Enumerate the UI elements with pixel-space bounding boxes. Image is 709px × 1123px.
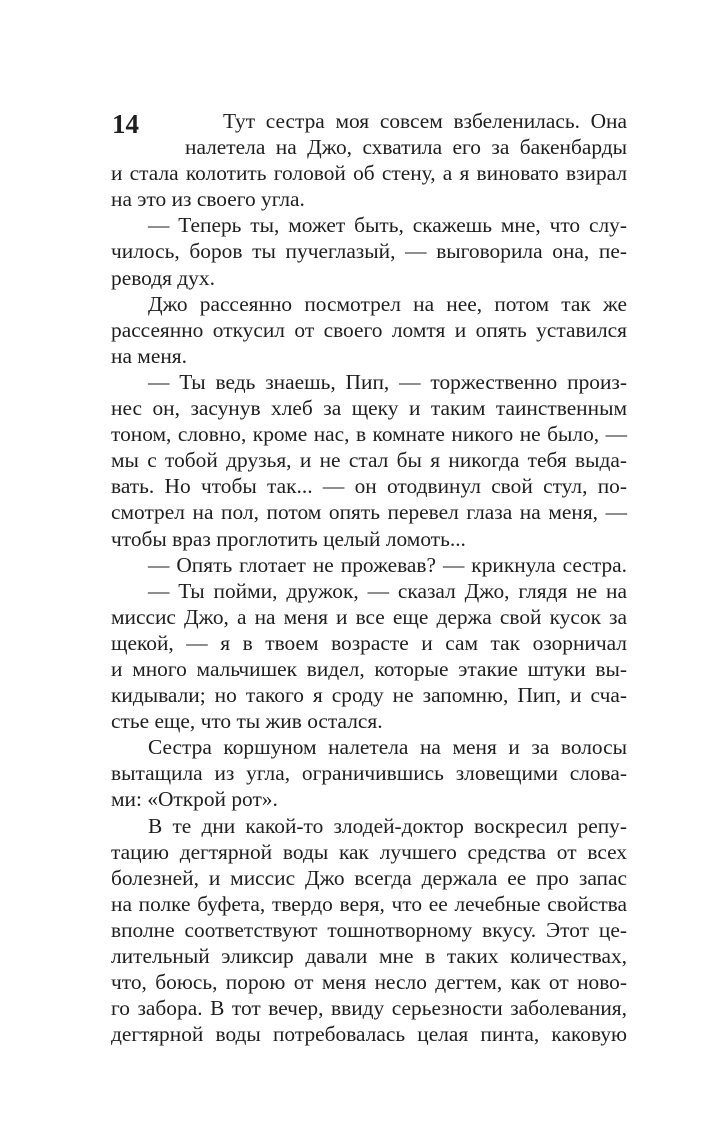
text-line: что, боюсь, порою от меня несло дегтем, как от ново- [111,970,627,995]
text-line: Тут сестра моя совсем взбеленилась. Она [223,109,627,133]
text-line: В те дни какой-то злодей-доктор воскресил репу- [148,813,627,838]
text-line: болезней, и миссис Джо всегда держала ее про запас [111,865,627,890]
text-line: — Теперь ты, может быть, скажешь мне, что слу- [148,213,627,238]
text-line: Сестра коршуном налетела на меня и за волосы [148,735,627,760]
page-number: 14 [112,109,139,139]
text-line: Джо рассеянно посмотрел на нее, потом так же [148,291,627,316]
text-line: тацию дегтярной воды как лучшего средства от всех [111,839,627,864]
text-line: на полке буфета, твердо веря, что ее лечебные свойства [111,891,627,916]
text-line: — Ты пойми, дружок, — сказал Джо, глядя не на [148,578,627,603]
text-line: кидывали; но такого я сроду не запомню, Пип, и сча- [111,683,627,708]
text-line: го забора. В тот вечер, ввиду серьезности заболевания, [111,996,627,1021]
text-line: вытащила из угла, ограничившись зловещими слова- [111,761,627,786]
text-line: на это из своего угла. [111,187,305,212]
text-line: стье еще, что ты жив остался. [111,709,383,734]
text-line: нес он, засунув хлеб за щеку и таким таинственным [111,396,627,421]
text-line: миссис Джо, а на меня и все еще держа свой кусок за [111,604,627,629]
text-line: мы с тобой друзья, и не стал бы я никогда тебя выда- [111,448,627,473]
text-line: и стала колотить головой об стену, а я виновато взирал [111,161,627,186]
text-line: — Опять глотает не прожевав? — крикнула сестра. [148,552,627,577]
text-line: чилось, боров ты пучеглазый, — выговорила она, пе- [111,239,627,264]
text-line: налетела на Джо, схватила его за бакенбарды [185,135,627,160]
text-line: щекой, — я в твоем возрасте и сам так озорничал [111,630,627,655]
text-line: лительный эликсир давали мне в таких количествах, [111,944,627,968]
text-line: вать. Но чтобы так... — он отодвинул свой стул, по- [111,474,627,499]
text-line: на меня. [111,343,187,368]
text-line: — Ты ведь знаешь, Пип, — торжественно произ- [148,369,627,394]
text-line: дегтярной воды потребовалась целая пинта, каковую [111,1022,627,1047]
text-line: реводя дух. [111,265,215,290]
body-text [111,108,627,1047]
text-line: тоном, словно, кроме нас, в комнате никого не было, — [111,422,627,447]
text-line: рассеянно откусил от своего ломтя и опять уставился [111,317,627,342]
text-line: чтобы враз проглотить целый ломоть... [111,526,466,551]
text-line: ми: «Открой рот». [111,787,278,812]
text-line: смотрел на пол, потом опять перевел глаза на меня, — [111,500,627,525]
text-line: вполне соответствуют тошнотворному вкусу. Этот це- [111,917,627,942]
text-line: и много мальчишек видел, которые этакие штуки вы- [111,656,627,681]
